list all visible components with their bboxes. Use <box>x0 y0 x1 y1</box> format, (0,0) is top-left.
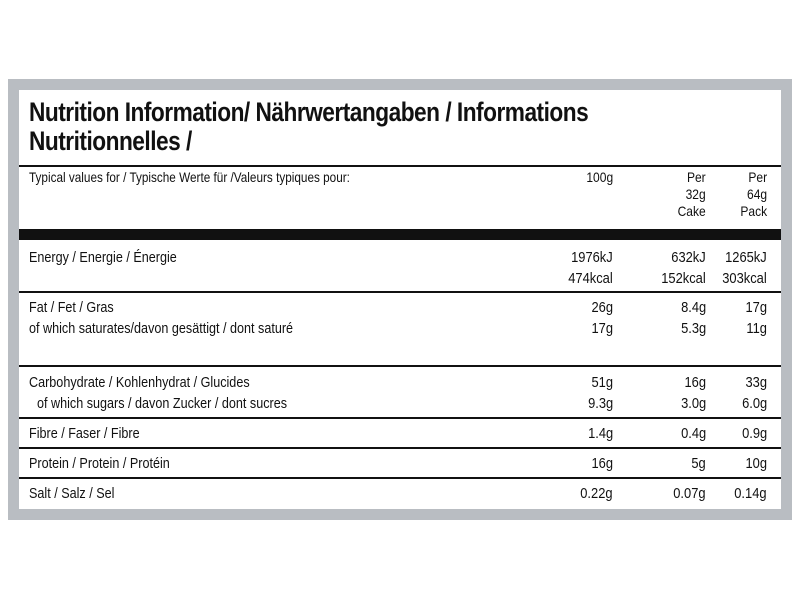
protein-label: Protein / Protein / Protéin <box>29 455 170 472</box>
rule-thick <box>19 229 781 240</box>
energy-per-cake-kcal: 152kcal <box>661 270 706 287</box>
saturates-per-pack: 11g <box>746 320 767 337</box>
header-col-per-cake-line-3: Cake <box>677 203 706 219</box>
header-col-100g <box>586 169 613 186</box>
saturates-100g: 17g <box>591 320 613 337</box>
protein-per-pack: 10g <box>745 455 767 472</box>
label-frame <box>8 79 792 520</box>
carbohydrate-per-pack: 33g <box>745 374 767 391</box>
rule-after-fat <box>19 365 781 367</box>
rule-after-energy <box>19 291 781 293</box>
carbohydrate-100g: 51g <box>591 374 613 391</box>
salt-per-pack: 0.14g <box>734 485 767 502</box>
sugars-per-cake: 3.0g <box>680 395 706 412</box>
energy-per-cake-kj: 632kJ <box>671 249 706 266</box>
fibre-per-pack: 0.9g <box>741 425 767 442</box>
fat-per-pack: 17g <box>745 299 767 316</box>
title-line-2: Nutritionnelles / <box>29 126 192 156</box>
saturates-label: of which saturates/davon gesättigt / dont saturé <box>29 320 294 337</box>
header-col-per-pack-line-3: Pack <box>740 203 767 219</box>
energy-per-pack-kcal: 303kcal <box>722 270 767 287</box>
fat-100g: 26g <box>591 299 613 316</box>
protein-per-cake: 5g <box>691 455 706 472</box>
sugars-100g: 9.3g <box>587 395 613 412</box>
sugars-per-pack: 6.0g <box>741 395 767 412</box>
header-col-per-cake-line-1: Per <box>687 169 706 185</box>
salt-label: Salt / Salz / Sel <box>29 485 115 502</box>
carbohydrate-label: Carbohydrate / Kohlenhydrat / Glucides <box>29 374 250 391</box>
header-col-per-cake <box>678 169 706 220</box>
rule-after-protein <box>19 477 781 479</box>
sugars-label: of which sugars / davon Zucker / dont sucres <box>37 395 288 412</box>
energy-100g <box>569 247 613 289</box>
fibre-per-cake: 0.4g <box>680 425 706 442</box>
salt-per-cake: 0.07g <box>673 485 706 502</box>
nutrition-panel <box>19 90 781 509</box>
salt-100g: 0.22g <box>580 485 613 502</box>
rule-after-carbohydrate <box>19 417 781 419</box>
energy-100g-kcal: 474kcal <box>568 270 613 287</box>
energy-label: Energy / Energie / Énergie <box>29 249 177 266</box>
saturates-per-cake: 5.3g <box>680 320 706 337</box>
fibre-100g: 1.4g <box>587 425 613 442</box>
header-col-per-cake-line-2: 32g <box>685 186 706 202</box>
header-col-per-pack-line-2: 64g <box>746 186 767 202</box>
fat-per-cake: 8.4g <box>680 299 706 316</box>
energy-per-pack-kj: 1265kJ <box>725 249 767 266</box>
fat-label: Fat / Fet / Gras <box>29 299 114 316</box>
rule-after-fibre <box>19 447 781 449</box>
title-line-1: Nutrition Information/ Nährwertangaben / Informations <box>29 97 589 127</box>
header-col-100g-line: 100g <box>586 169 613 185</box>
energy-per-pack <box>723 247 767 289</box>
nutrition-title <box>29 98 642 156</box>
energy-100g-kj: 1976kJ <box>571 249 613 266</box>
protein-100g: 16g <box>591 455 613 472</box>
energy-per-cake <box>662 247 706 289</box>
header-col-per-pack-line-1: Per <box>748 169 767 185</box>
rule-under-title <box>19 165 781 167</box>
carbohydrate-per-cake: 16g <box>684 374 706 391</box>
header-label: Typical values for / Typische Werte für /Valeurs typiques pour: <box>29 169 350 185</box>
header-col-per-pack <box>740 169 767 220</box>
fibre-label: Fibre / Faser / Fibre <box>29 425 140 442</box>
